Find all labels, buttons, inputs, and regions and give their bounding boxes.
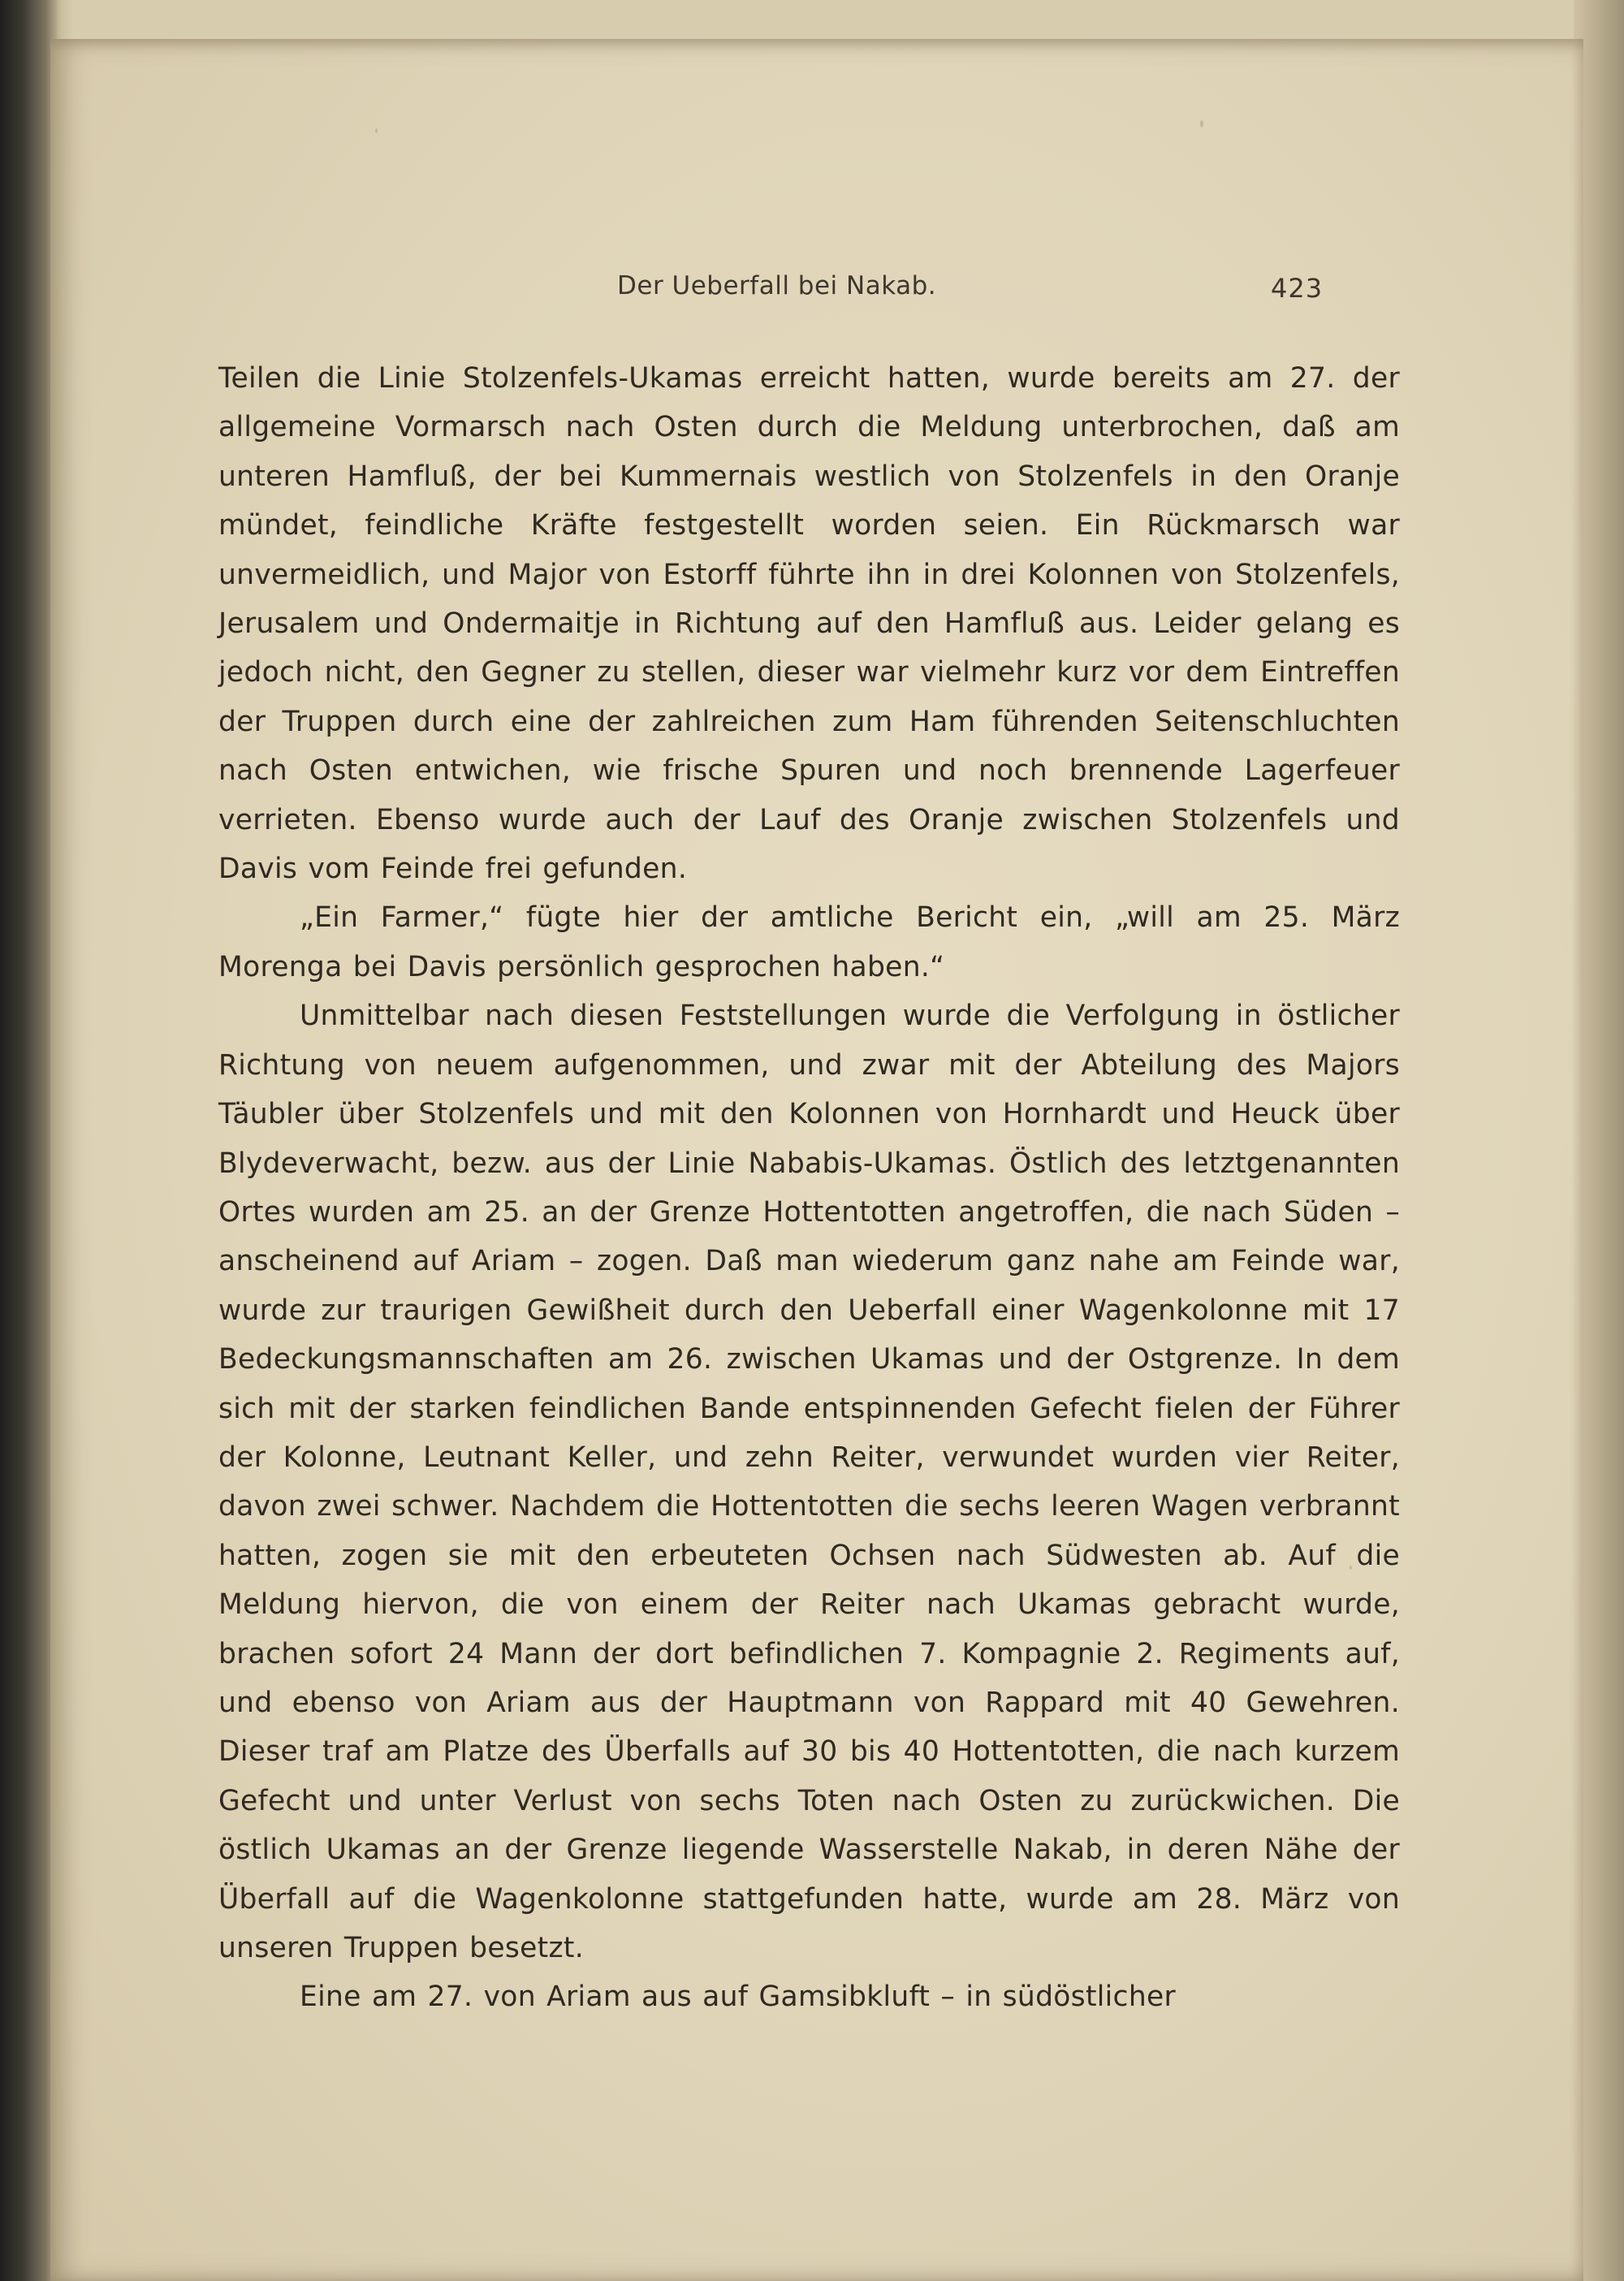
running-title: Der Ueberfall bei Nakab. [617,271,937,300]
paragraph-1: Teilen die Linie Stolzenfels-Ukamas erreicht hatten, wurde bereits am 27. der allgemeine Vormarsch nach Osten durch die Meldung unterbrochen, daß am unteren Hamfluß, der bei Kummernais westlich von Stolzenfels in den Oranje mündet, feindliche Kräfte festgestellt worden seien. Ein Rückmarsch war unvermeidlich, und Major von Estorff führte ihn in drei Kolonnen von Stolzenfels, Jerusalem und Ondermaitje in Richtung auf den Hamfluß aus. Leider gelang es jedoch nicht, den Gegner zu stellen, dieser war vielmehr kurz vor dem Eintreffen der Truppen durch eine der zahlreichen zum Ham führenden Seitenschluchten nach Osten entwichen, wie frische Spuren und noch brennende Lagerfeuer verrieten. Ebenso wurde auch der Lauf des Oranje zwischen Stolzenfels und Davis vom Feinde frei gefunden. [218,362,1400,886]
paper-page [50,39,1583,2281]
paper-speck [1200,120,1203,127]
body-text [218,354,1400,2022]
paragraph-4: Eine am 27. von Ariam aus auf Gamsibkluft – in südöstlicher [300,1981,1176,2014]
running-header [50,271,1583,312]
paper-speck [375,128,378,133]
book-binding-edge [0,0,57,2281]
paragraph-3: Unmittelbar nach diesen Feststellungen wurde die Verfolgung in östlicher Richtung von neuem aufgenommen, und zwar mit der Abteilung des Majors Täubler über Stolzenfels und mit den Kolonnen von Hornhardt und Heuck über Blydeverwacht, bezw. aus der Linie Nababis-Ukamas. Östlich des letztgenannten Ortes wurden am 25. an der Grenze Hottentotten angetroffen, die nach Süden – anscheinend auf Ariam – zogen. Daß man wiederum ganz nahe am Feinde war, wurde zur traurigen Gewißheit durch den Ueberfall einer Wagenkolonne mit 17 Bedeckungsmannschaften am 26. zwischen Ukamas und der Ostgrenze. In dem sich mit der starken feindlichen Bande entspinnenden Gefecht fielen der Führer der Kolonne, Leutnant Keller, und zehn Reiter, verwundet wurden vier Reiter, davon zwei schwer. Nachdem die Hottentotten die sechs leeren Wagen verbrannt hatten, zogen sie mit den erbeuteten Ochsen nach Südwesten ab. Auf die Meldung hiervon, die von einem der Reiter nach Ukamas gebracht wurde, brachen sofort 24 Mann der dort befindlichen 7. Kompagnie 2. Regiments auf, und ebenso von Ariam aus der Hauptmann von Rappard mit 40 Gewehren. Dieser traf am Platze des Überfalls auf 30 bis 40 Hottentotten, die nach kurzem Gefecht und unter Verlust von sechs Toten nach Osten zu zurückwichen. Die östlich Ukamas an der Grenze liegende Wasserstelle Nakab, in deren Nähe der Überfall auf die Wagenkolonne stattgefunden hatte, wurde am 28. März von unseren Truppen besetzt. [218,1000,1400,1964]
page-number: 423 [1271,273,1324,304]
paragraph-2: „Ein Farmer,“ fügte hier der amtliche Bericht ein, „will am 25. März Morenga bei Davis persönlich gesprochen haben.“ [218,901,1400,983]
